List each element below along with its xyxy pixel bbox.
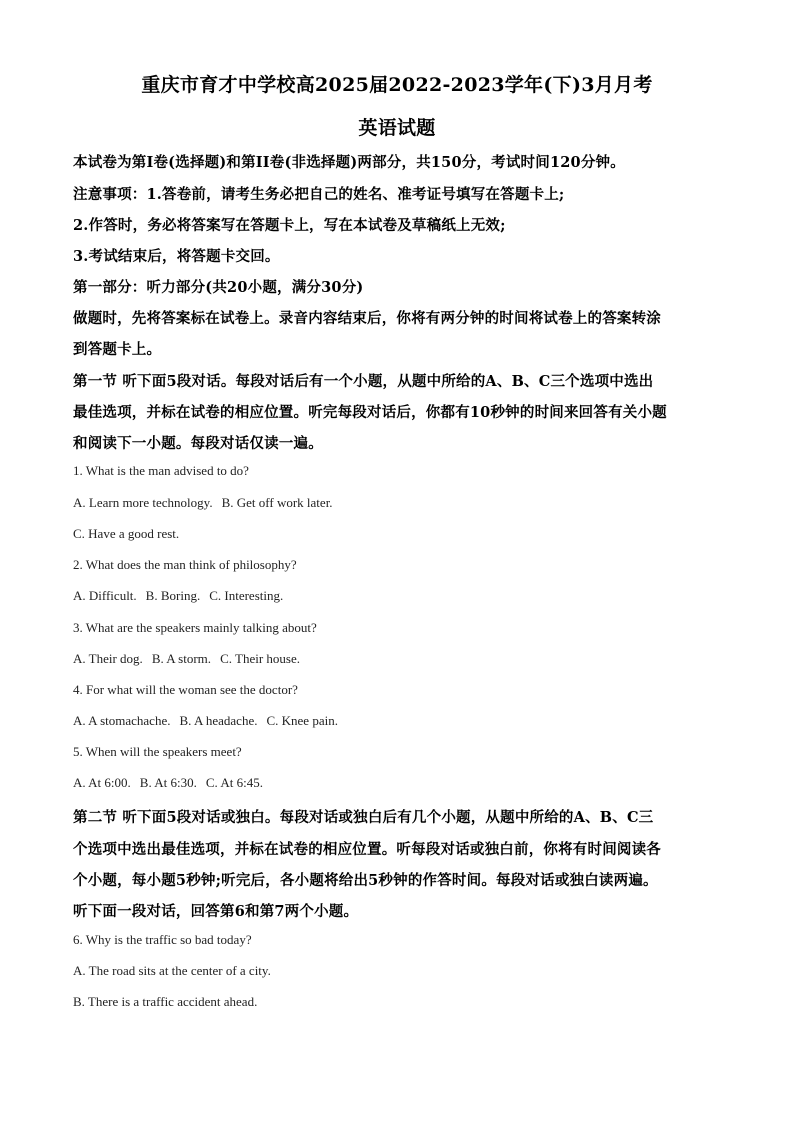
note-3: 3.考试结束后，将答题卡交回。	[73, 248, 280, 265]
option-a: A. Their dog.	[73, 651, 143, 666]
section2-line-1: 第二节 听下面5段对话或独白。每段对话或独白后有几个小题，从题中所给的A、B、C三	[73, 809, 654, 826]
question-6-option-b: B. There is a traffic accident ahead.	[73, 994, 258, 1009]
option-c: C. Knee pain.	[266, 713, 338, 728]
question-2-options	[73, 588, 733, 604]
option-b: B. Boring.	[145, 588, 201, 603]
option-c: C. Their house.	[220, 651, 300, 666]
section1-line-1: 第一节 听下面5段对话。每段对话后有一个小题，从题中所给的A、B、C三个选项中选出	[73, 373, 654, 390]
option-b: B. Get off work later.	[221, 495, 333, 510]
section2-line-2: 个选项中选出最佳选项，并标在试卷的相应位置。听每段对话或独白前，你将有时间阅读各	[73, 841, 661, 858]
question-1-option-c: C. Have a good rest.	[73, 526, 180, 541]
part1-heading: 第一部分：听力部分(共20小题，满分30分)	[73, 279, 364, 296]
note-2: 2.作答时，务必将答案写在答题卡上，写在本试卷及草稿纸上无效;	[73, 217, 506, 234]
option-b: B. At 6:30.	[139, 775, 197, 790]
option-c: C. Interesting.	[209, 588, 284, 603]
option-a: A. Learn more technology.	[73, 495, 213, 510]
question-4-options	[73, 713, 733, 729]
question-1: 1. What is the man advised to do?	[73, 463, 249, 478]
option-b: B. A storm.	[151, 651, 212, 666]
intro-text: 本试卷为第I卷(选择题)和第II卷(非选择题)两部分，共150分，考试时间120分钟。	[73, 154, 625, 171]
question-3: 3. What are the speakers mainly talking about?	[73, 620, 317, 635]
option-a: A. A stomachache.	[73, 713, 171, 728]
note-1: 注意事项：1.答卷前，请考生务必把自己的姓名、准考证号填写在答题卡上;	[73, 186, 565, 203]
option-b: B. A headache.	[179, 713, 258, 728]
part1-desc-line-2: 到答题卡上。	[73, 341, 162, 358]
question-5: 5. When will the speakers meet?	[73, 744, 242, 759]
question-6-option-a: A. The road sits at the center of a city.	[73, 963, 271, 978]
exam-subtitle: 英语试题	[358, 117, 436, 139]
section2-line-3: 个小题，每小题5秒钟;听完后，各小题将给出5秒钟的作答时间。每段对话或独白读两遍。	[73, 872, 658, 889]
part1-desc-line-1: 做题时，先将答案标在试卷上。录音内容结束后，你将有两分钟的时间将试卷上的答案转涂	[73, 310, 661, 327]
question-5-options	[73, 775, 733, 791]
question-6: 6. Why is the traffic so bad today?	[73, 932, 252, 947]
option-a: A. At 6:00.	[73, 775, 131, 790]
option-c: C. At 6:45.	[205, 775, 263, 790]
exam-title: 重庆市育才中学校高2025届2022-2023学年(下)3月月考	[141, 74, 653, 96]
question-4: 4. For what will the woman see the doctor?	[73, 682, 298, 697]
question-1-options	[73, 495, 733, 511]
section1-line-3: 和阅读下一小题。每段对话仅读一遍。	[73, 435, 323, 452]
section1-line-2: 最佳选项，并标在试卷的相应位置。听完每段对话后，你都有10秒钟的时间来回答有关小题	[73, 404, 667, 421]
section2-line-4: 听下面一段对话，回答第6和第7两个小题。	[73, 903, 359, 920]
question-2: 2. What does the man think of philosophy?	[73, 557, 297, 572]
option-a: A. Difficult.	[73, 588, 137, 603]
question-3-options	[73, 651, 733, 667]
